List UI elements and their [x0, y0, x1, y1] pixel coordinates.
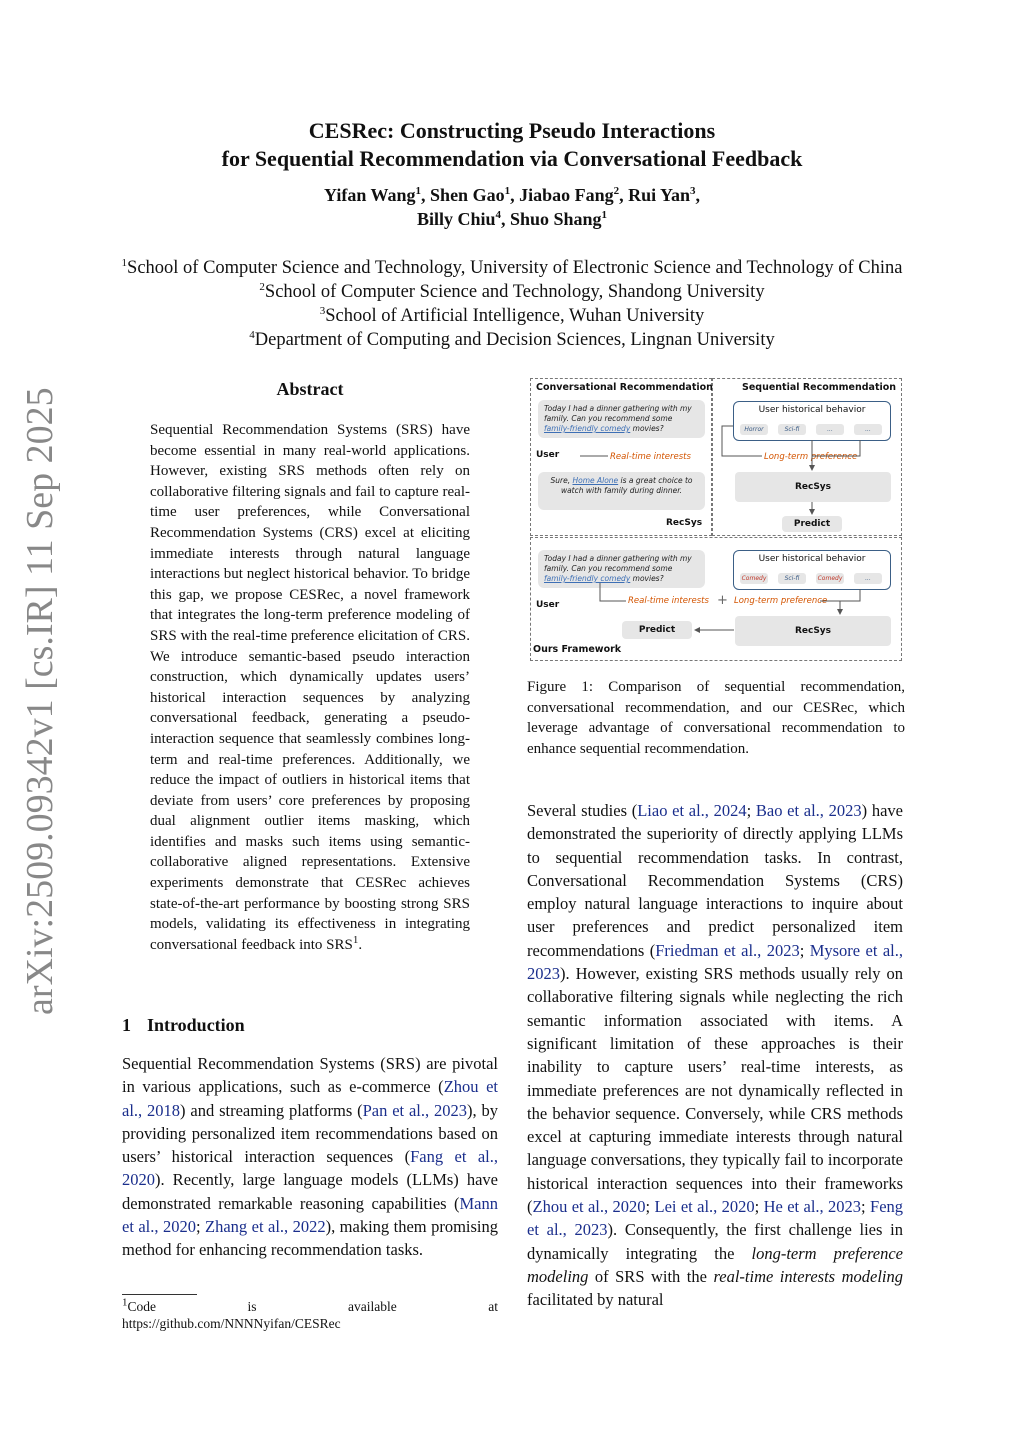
- srs-connector-right: [812, 440, 860, 456]
- history-item: ...: [854, 424, 882, 435]
- author-affiliation-mark: 1: [504, 185, 511, 197]
- footnote-mark[interactable]: 1: [352, 933, 359, 946]
- body-text: ). However, existing SRS methods usually rely on collaborative filtering signals while neglecting the rich semantic information associated with items. A significant limitation of these approaches is their inability to capture users’ real-time interests, as immediate preferences are not dynamically reflected in the behavior sequence. Conversely, while CRS methods excel at capturing immediate interests through natural language conversations, they typically fail to incorporate historical interaction sequences into their frameworks (: [527, 964, 903, 1217]
- recsys-reply-bubble: Sure, Home Alone is a great choice to watch with family during dinner.: [538, 472, 705, 510]
- ours-user-query-bubble: Today I had a dinner gathering with my family. Can you recommend some family-friendly comedy movies?: [538, 550, 705, 588]
- author-name: Shen Gao: [430, 185, 505, 205]
- plus-sign: +: [717, 593, 728, 608]
- srs-connector-left: [722, 426, 762, 456]
- citation-link[interactable]: Zhou et al., 2018: [122, 1077, 498, 1120]
- ours-user-connector: [600, 583, 626, 601]
- authors-line2: Billy Chiu$^4$, Shuo Shang$^1$: [416, 209, 608, 229]
- citation-link[interactable]: Pan et al., 2023: [362, 1100, 467, 1120]
- intro-right-paragraph: [527, 799, 903, 1312]
- figure-connectors: [530, 378, 902, 660]
- ours-history-connector: [820, 589, 860, 601]
- citation-link[interactable]: Liao et al., 2024: [637, 801, 747, 820]
- body-text: facilitated by natural: [527, 1290, 664, 1310]
- body-text: ;: [861, 1197, 871, 1217]
- author-affiliation-mark: 2: [613, 185, 620, 197]
- affiliation: $^2$School of Computer Science and Technology, Shandong University: [259, 280, 765, 302]
- history-item: Horror: [740, 424, 768, 435]
- emphasis-text: real-time interests modeling: [713, 1266, 903, 1286]
- srs-panel-title: Sequential Recommendation: [742, 382, 897, 393]
- history-item: Sci-fi: [778, 424, 806, 435]
- paper-title-line1: CESRec: Constructing Pseudo Interactions: [308, 118, 716, 143]
- body-text: ), making them promising method for enhancing recommendation tasks.: [122, 1217, 498, 1260]
- history-item: Comedy: [817, 575, 843, 582]
- citation-link[interactable]: Fang et al., 2020: [122, 1147, 498, 1190]
- author-affiliation-mark: 1: [415, 185, 422, 197]
- body-text: ) and streaming platforms (: [180, 1100, 363, 1120]
- body-text: ), by providing personalized item recommendations based on users’ historical interaction sequences (: [122, 1100, 498, 1167]
- srs-recsys-box: RecSys: [735, 472, 891, 502]
- history-item: ...: [854, 573, 882, 584]
- arxiv-identifier: arXiv:2509.09342v1 [cs.IR] 11 Sep 2025: [19, 387, 61, 1015]
- affiliation: $^1$School of Computer Science and Technology, University of Electronic Science and Technology of China: [121, 256, 903, 278]
- author-name: Shuo Shang: [509, 209, 602, 229]
- srs-predict-box: Predict: [782, 516, 842, 532]
- author-affiliation-mark: 1: [601, 209, 608, 221]
- history-item: Sci-fi: [778, 573, 806, 584]
- history-title: User historical behavior: [758, 405, 866, 415]
- crs-panel-title: Conversational Recommendation: [536, 382, 713, 393]
- author-name: Yifan Wang: [324, 185, 416, 205]
- body-text: ;: [645, 1197, 655, 1217]
- citation-link[interactable]: Bao et al., 2023: [755, 801, 862, 820]
- authors-line1: Yifan Wang$^1$, Shen Gao$^1$, Jiabao Fang$^2$, Rui Yan$^3$,: [324, 185, 700, 205]
- long-term-preference-label: Long-term preference: [764, 452, 858, 462]
- body-text: Sequential Recommendation Systems (SRS) are pivotal in various applications, such as e-commerce (: [122, 1054, 498, 1097]
- abstract-text: Sequential Recommendation Systems (SRS) have become essential in many real-world applications. However, existing SRS methods often rely on collaborative filtering signals and fail to capture real-time user preferences, while Conversational Recommendation Systems (CRS) excel at eliciting immediate interests through natural language interactions but neglect historical behavior. To bridge this gap, we propose CESRec, a novel framework that integrates the long-term preference modeling of SRS with the real-time preference elicitation of CRS. We introduce semantic-based pseudo interaction construction, which dynamically updates users’ historical interaction sequences by analyzing conversational feedback, generating a pseudo-interaction sequence that seamlessly combines long-term and real-time preferences. Additionally, we reduce the impact of outliers in historical items that deviate from users’ core preferences by proposing dual alignment outlier items masking, which identifies and masks such items using semantic-collaborative aligned representations. Extensive experiments demonstrate that CESRec achieves state-of-the-art performance by boosting strong SRS models, validating its effectiveness in integrating conversational feedback into SRS$^1$.: [150, 422, 470, 953]
- body-text: ). Consequently, the first challenge lies in dynamically integrating the: [527, 1220, 903, 1263]
- user-query-bubble: Today I had a dinner gathering with my family. Can you recommend some family-friendly comedy movies?: [538, 400, 705, 438]
- recsys-label: RecSys: [666, 518, 703, 528]
- author-name: Billy Chiu: [416, 209, 496, 229]
- citation-link[interactable]: Mysore et al., 2023: [527, 940, 903, 984]
- history-item: ...: [816, 424, 844, 435]
- ours-panel-title: Ours Framework: [533, 644, 622, 655]
- emphasis-text: long-term preference modeling: [527, 1243, 903, 1286]
- ours-long-term-label: Long-term preference: [734, 596, 828, 606]
- section-heading-introduction: 1 Introduction: [122, 1015, 245, 1035]
- history-item: Comedy: [741, 575, 767, 582]
- affiliation: $^4$Department of Computing and Decision Sciences, Lingnan University: [249, 328, 775, 350]
- citation-link[interactable]: Lei et al., 2020: [654, 1197, 755, 1217]
- abstract-heading: Abstract: [276, 379, 344, 399]
- affiliation: $^3$School of Artificial Intelligence, Wuhan University: [319, 304, 705, 326]
- body-text: ;: [799, 940, 810, 960]
- user-label: User: [536, 450, 560, 460]
- figure-1: [530, 378, 902, 660]
- intro-left-paragraph: [122, 1052, 498, 1262]
- citation-link[interactable]: Feng et al., 2023: [527, 1197, 904, 1240]
- body-text: of SRS with the: [588, 1266, 714, 1286]
- ours-predict-box: Predict: [622, 621, 692, 639]
- figure-1-caption: Figure 1: Comparison of sequential recommendation, conversational recommendation, and our CESRec, which leverage advantage of conversational recommendation to enhance sequential recommendation.: [527, 679, 905, 757]
- body-text: ;: [195, 1217, 206, 1237]
- ours-user-label: User: [536, 600, 560, 610]
- real-time-interests-label: Real-time interests: [610, 452, 691, 462]
- body-text: ). Recently, large language models (LLMs) have demonstrated remarkable reasoning capabilities (: [122, 1170, 498, 1213]
- author-affiliation-mark: 3: [689, 185, 696, 197]
- author-name: Jiabao Fang: [519, 185, 614, 205]
- body-text: ;: [746, 801, 756, 820]
- citation-link[interactable]: He et al., 2023: [763, 1197, 862, 1217]
- paper-title-line2: for Sequential Recommendation via Conversational Feedback: [221, 146, 803, 171]
- body-text: ;: [754, 1197, 764, 1217]
- footnote-url[interactable]: https://github.com/NNNNyifan/CESRec: [122, 1316, 341, 1331]
- citation-link[interactable]: Mann et al., 2020: [122, 1193, 498, 1237]
- citation-link[interactable]: Zhou et al., 2020: [532, 1197, 646, 1217]
- citation-link[interactable]: Zhang et al., 2022: [205, 1217, 326, 1237]
- author-affiliation-mark: 4: [495, 209, 501, 221]
- body-text: ) have demonstrated the superiority of directly applying LLMs to sequential recommendation tasks. In contrast, Conversational Recommendation Systems (CRS) employ natural language interactions to inquire about user preferences and predict personalized item recommendations (: [527, 801, 903, 960]
- body-text: Several studies (: [527, 801, 638, 820]
- citation-link[interactable]: Friedman et al., 2023: [655, 940, 800, 960]
- history-title: User historical behavior: [758, 554, 866, 564]
- author-name: Rui Yan: [628, 185, 690, 205]
- ours-real-time-label: Real-time interests: [628, 596, 709, 606]
- footnote: $^1$Code is available at https://github.com/NNNNyifan/CESRec: [122, 1296, 498, 1331]
- footnote-rule: [122, 1294, 197, 1295]
- ours-recsys-box: RecSys: [735, 616, 891, 646]
